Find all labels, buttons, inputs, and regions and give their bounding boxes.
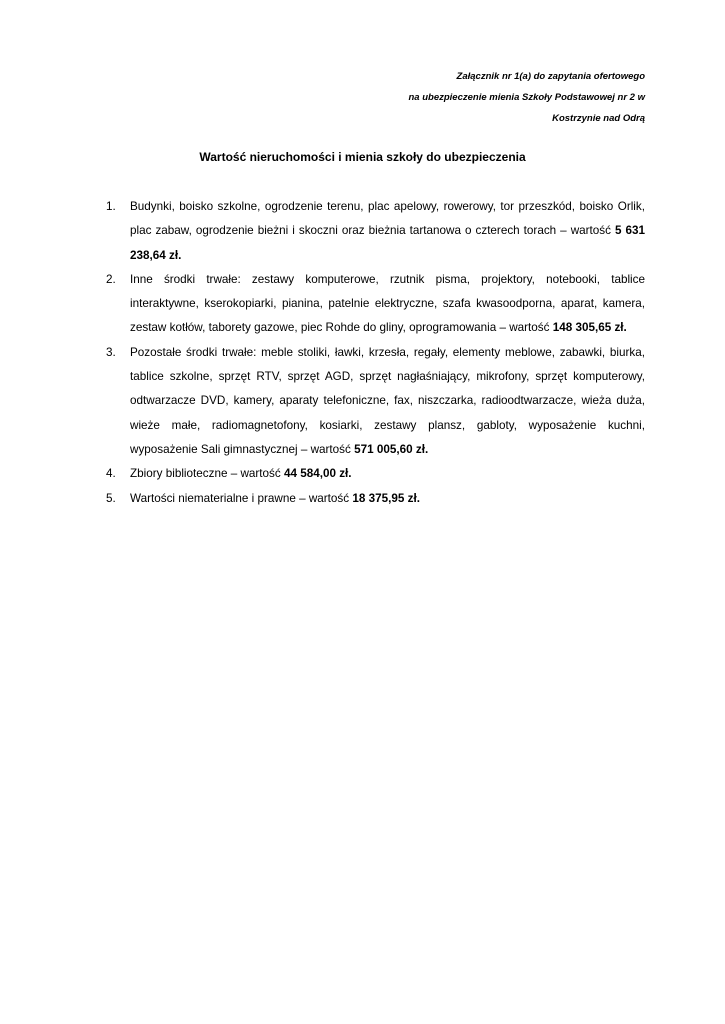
list-item-text: Zbiory biblioteczne – wartość (130, 467, 284, 481)
list-item-number: 5. (106, 491, 116, 505)
list-item-text: Pozostałe środki trwałe: meble stoliki, ławki, krzesła, regały, elementy meblowe, zabawki, biurka, tablice szkolne, sprzęt RTV, sprzęt AGD, sprzęt nagłaśniający, mikrofony, sprzęt komputerowy, odtwarzacze DVD, kamery, aparaty telefoniczne, fax, niszczarka, radioodtwarzacze, wieża duża, wieże małe, radiomagnetofony, kosiarki, zestawy plansz, gabloty, wyposażenie kuchni, wyposażenie Sali gimnastycznej – wartość (130, 345, 645, 456)
list-item-number: 2. (106, 272, 116, 286)
list-item-number: 1. (106, 200, 116, 213)
list-item-number: 3. (106, 345, 116, 359)
list-item (106, 341, 645, 462)
header-line-1: Załącznik nr 1(a) do zapytania ofertowego (456, 71, 645, 82)
header-line-2: na ubezpieczenie mienia Szkoły Podstawowej nr 2 w (408, 92, 645, 103)
list-item-value: 18 375,95 zł. (352, 491, 420, 505)
document-title: Wartość nieruchomości i mienia szkoły do ubezpieczenia (199, 150, 526, 164)
list-item-value: 44 584,00 zł. (283, 467, 352, 481)
list-item (106, 487, 645, 511)
header-line-3: Kostrzynie nad Odrą (552, 113, 645, 124)
list-item-text: Budynki, boisko szkolne, ogrodzenie terenu, plac apelowy, rowerowy, tor przeszkód, boisko Orlik, plac zabaw, ogrodzenie bieżni i skoczni oraz bieżnia tartanowa o czterech torach – wartość (130, 200, 645, 238)
list-item-text: Wartości niematerialne i prawne – wartość (130, 491, 353, 505)
list-item-value: 148 305,65 zł. (552, 321, 627, 335)
list-item-text: Inne środki trwałe: zestawy komputerowe, rzutnik pisma, projektory, notebooki, tablice interaktywne, kserokopiarki, pianina, patelnie elektryczne, szafa kwasoodporna, aparat, kamera, zestaw kotłów, taborety gazowe, piec Rohde do gliny, oprogramowania – wartość (130, 272, 645, 335)
attachment-header (408, 66, 645, 129)
list-item (106, 268, 645, 341)
list-item (106, 462, 645, 486)
list-item (106, 195, 645, 268)
list-item-value: 5 631 238,64 zł. (130, 224, 645, 262)
asset-list (106, 195, 645, 511)
list-item-value: 571 005,60 zł. (354, 442, 429, 456)
list-item-number: 4. (106, 467, 116, 481)
